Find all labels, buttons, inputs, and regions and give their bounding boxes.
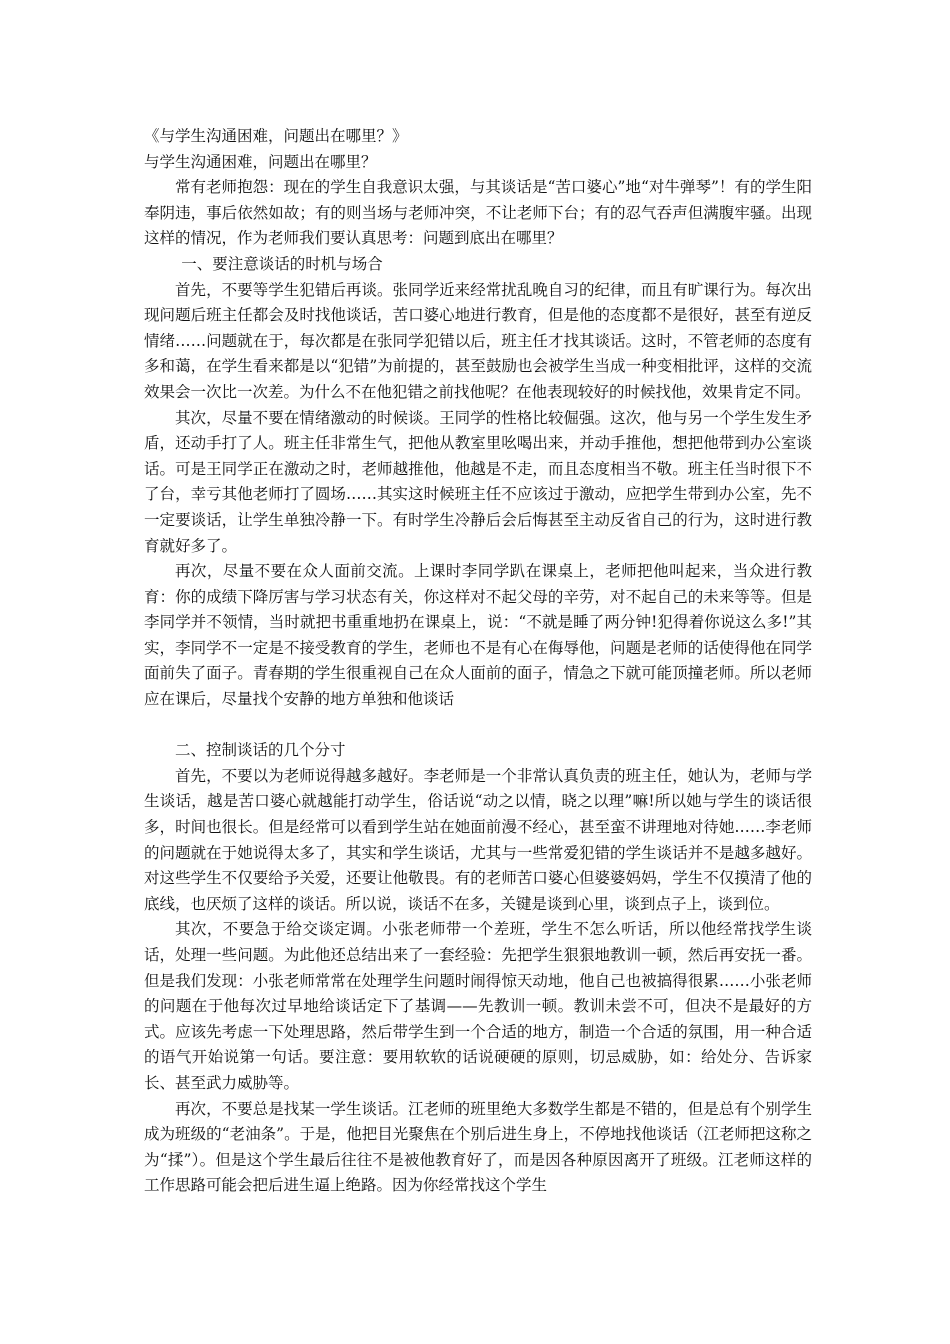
intro-paragraph: 常有老师抱怨：现在的学生自我意识太强，与其谈话是“苦口婆心”地“对牛弹琴”！有的学生阳奉阴违，事后依然如故；有的则当场与老师冲突，不让老师下台；有的忍气吞声但满腹牢骚。出现这样的情况，作为老师我们要认真思考：问题到底出在哪里？ bbox=[144, 178, 812, 248]
section1-paragraph-3: 再次，尽量不要在众人面前交流。上课时李同学趴在课桌上，老师把他叫起来，当众进行教育：你的成绩下降厉害与学习状态有关，你这样对不起父母的辛劳，对不起自己的未来等等。但是李同学并不领情，当时就把书重重地扔在课桌上，说：“不就是睡了两分钟!犯得着你说这么多!”其实，李同学不一定是不接受教育的学生，老师也不是有心在侮辱他，问题是老师的话使得他在同学面前失了面子。青春期的学生很重视自己在众人面前的面子，情急之下就可能顶撞老师。所以老师应在课后，尽量找个安静的地方单独和他谈话 bbox=[144, 562, 812, 709]
section2-paragraph-2: 其次，不要急于给交谈定调。小张老师带一个差班，学生不怎么听话，所以他经常找学生谈话，处理一些问题。为此他还总结出来了一套经验：先把学生狠狠地教训一顿，然后再安抚一番。但是我们发现：小张老师常常在处理学生问题时闹得惊天动地，他自己也被搞得很累……小张老师的问题在于他每次过早地给谈话定下了基调——先教训一顿。教训未尝不可，但决不是最好的方式。应该先考虑一下处理思路，然后带学生到一个合适的地方，制造一个合适的氛围，用一种合适的语气开始说第一句话。要注意：要用软软的话说硬硬的原则，切忌威胁，如：给处分、告诉家长、甚至武力威胁等。 bbox=[144, 920, 812, 1092]
section1-paragraph-2: 其次，尽量不要在情绪激动的时候谈。王同学的性格比较倔强。这次，他与另一个学生发生矛盾，还动手打了人。班主任非常生气，把他从教室里吆喝出来，并动手推他，想把他带到办公室谈话。可是王同学正在激动之时，老师越推他，他越是不走，而且态度相当不敬。班主任当时很下不了台，幸亏其他老师打了圆场……其实这时候班主任不应该过于激动，应把学生带到办公室，先不一定要谈话，让学生单独冷静一下。有时学生冷静后会后悔甚至主动反省自己的行为，这时进行教育就好多了。 bbox=[144, 408, 812, 555]
section-spacer bbox=[144, 713, 812, 739]
section1-paragraph-1: 首先，不要等学生犯错后再谈。张同学近来经常扰乱晚自习的纪律，而且有旷课行为。每次出现问题后班主任都会及时找他谈话，苦口婆心地进行教育，但是他的态度都不是很好，甚至有逆反情绪……问题就在于，每次都是在张同学犯错以后，班主任才找其谈话。这时，不管老师的态度有多和蔼，在学生看来都是以“犯错”为前提的，甚至鼓励也会被学生当成一种变相批评，这样的交流效果会一次比一次差。为什么不在他犯错之前找他呢？在他表现较好的时候找他，效果肯定不同。 bbox=[144, 280, 812, 401]
section-heading-1: 一、要注意谈话的时机与场合 bbox=[181, 254, 383, 273]
document-page bbox=[144, 124, 812, 1199]
document-title: 《与学生沟通困难，问题出在哪里？》 bbox=[144, 127, 408, 145]
section2-paragraph-1: 首先，不要以为老师说得越多越好。李老师是一个非常认真负责的班主任，她认为，老师与学生谈话，越是苦口婆心就越能打动学生，俗话说“动之以情，晓之以理”嘛!所以她与学生的谈话很多，时间也很长。但是经常可以看到学生站在她面前漫不经心，甚至蛮不讲理地对待她……李老师的问题就在于她说得太多了，其实和学生谈话，尤其与一些常爱犯错的学生谈话并不是越多越好。对这些学生不仅要给予关爱，还要让他敬畏。有的老师苦口婆心但婆婆妈妈，学生不仅摸清了他的底线，也厌烦了这样的谈话。所以说，谈话不在多，关键是谈到心里，谈到点子上，谈到位。 bbox=[144, 766, 812, 913]
document-subtitle: 与学生沟通困难，问题出在哪里？ bbox=[144, 152, 377, 171]
section-heading-2: 二、控制谈话的几个分寸 bbox=[175, 741, 346, 760]
section2-paragraph-3: 再次，不要总是找某一学生谈话。江老师的班里绝大多数学生都是不错的，但是总有个别学生成为班级的“老油条”。于是，他把目光聚焦在个别后进生身上，不停地找他谈话（江老师把这称之为“揉”）。但是这个学生最后往往不是被他教育好了，而是因各种原因离开了班级。江老师这样的工作思路可能会把后进生逼上绝路。因为你经常找这个学生 bbox=[144, 1099, 812, 1195]
